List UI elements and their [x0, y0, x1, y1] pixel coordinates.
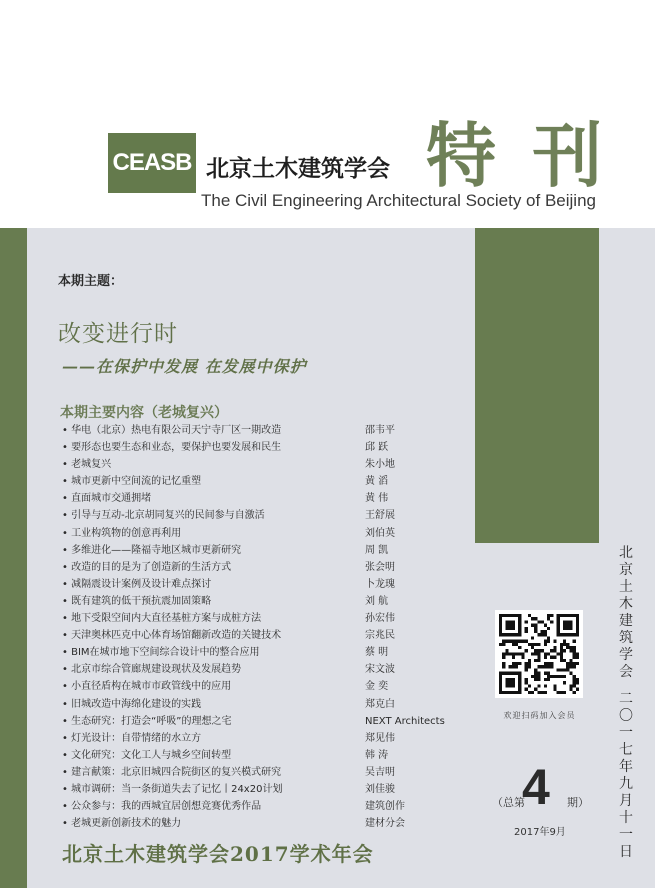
toc-item-author: 金 奕 — [365, 681, 389, 693]
toc-item-author: 朱小地 — [365, 459, 395, 471]
toc-item-title: • 改造的目的是为了创造新的生活方式 — [62, 561, 232, 573]
theme-title: 改变进行时 — [58, 321, 178, 347]
toc-item-author: 邱 跃 — [365, 442, 389, 454]
toc-item — [62, 696, 482, 713]
toc-item — [62, 815, 482, 832]
vertical-char: 木 — [619, 596, 633, 612]
vertical-char: 二 — [619, 691, 633, 707]
toc-item-title: • 天津奥林匹克中心体育场馆翻新改造的关键技术 — [62, 630, 282, 642]
toc-item-title: • 减隔震设计案例及设计难点探讨 — [62, 578, 212, 590]
society-name-en: The Civil Engineering Architectural Society of Beijing — [201, 191, 596, 210]
toc-item-author: 建筑创作 — [365, 801, 405, 813]
vertical-char: 年 — [619, 759, 633, 775]
vertical-char: 月 — [619, 793, 633, 809]
toc-item-author: 蔡 明 — [365, 647, 389, 659]
toc-item-title: • 城市更新中空间流的记忆重塑 — [62, 476, 202, 488]
toc-item — [62, 542, 482, 559]
toc-item — [62, 781, 482, 798]
toc-item — [62, 422, 482, 439]
vertical-char: 九 — [619, 776, 633, 792]
toc-item — [62, 490, 482, 507]
issue-suffix: 期） — [567, 796, 589, 809]
vertical-char: 会 — [619, 664, 633, 680]
toc-item — [62, 713, 482, 730]
toc-item-title: • 文化研究：文化工人与城乡空间转型 — [62, 749, 232, 761]
toc-item — [62, 764, 482, 781]
vertical-char — [614, 681, 638, 691]
toc-item-title: • 小直径盾构在城市市政管线中的应用 — [62, 681, 232, 693]
toc-item-author: 韩 涛 — [365, 749, 389, 761]
society-name-cn: 北京土木建筑学会 — [206, 156, 390, 182]
toc-item-author: 周 凯 — [365, 544, 389, 556]
footer-event-title: 北京土木建筑学会2017学术年会 — [62, 842, 374, 866]
vertical-char: 〇 — [619, 708, 633, 724]
toc-item-author: 刘佳骏 — [365, 783, 395, 795]
toc-item-author: 宗兆民 — [365, 630, 395, 642]
toc-item-author: 孙宏伟 — [365, 613, 395, 625]
toc-item-title: • 建言献策：北京旧城四合院街区的复兴模式研究 — [62, 766, 282, 778]
toc-item-title: • 地下受限空间内大直径基桩方案与成桩方法 — [62, 613, 262, 625]
vertical-char: 土 — [619, 579, 633, 595]
vertical-char: 七 — [619, 742, 633, 758]
toc-item — [62, 678, 482, 695]
vertical-char: 北 — [619, 545, 633, 561]
toc-item-author: 卜龙瑰 — [365, 578, 395, 590]
toc-item — [62, 644, 482, 661]
left-green-bar — [0, 228, 27, 888]
right-green-bar — [475, 228, 599, 543]
toc-item-title: • 城市调研：当一条街道失去了记忆丨24x20计划 — [62, 783, 283, 795]
qr-code-icon — [499, 614, 579, 694]
toc-item — [62, 439, 482, 456]
theme-label: 本期主题： — [58, 274, 124, 289]
issue-prefix: （总第 — [492, 796, 525, 809]
vertical-char: 十 — [619, 810, 633, 826]
toc-item-title: • 灯光设计：自带情绪的水立方 — [62, 732, 202, 744]
toc-item-title: • 生态研究：打造会“呼吸”的理想之宅 — [62, 715, 232, 727]
toc-item-author: 邵韦平 — [365, 425, 395, 436]
toc-item-author: 建材分会 — [365, 818, 405, 830]
toc-item — [62, 747, 482, 764]
toc-item — [62, 576, 482, 593]
toc-item — [62, 798, 482, 815]
toc-item-title: • 直面城市交通拥堵 — [62, 493, 152, 505]
logo: CEASB — [108, 133, 196, 193]
toc-item — [62, 730, 482, 747]
qr-caption: 欢迎扫码加入会员 — [503, 711, 576, 720]
toc-item — [62, 473, 482, 490]
special-issue-title: 特 刊 — [426, 114, 609, 197]
toc-item-title: • 老城复兴 — [62, 459, 112, 471]
toc-item-title: • 北京市综合管廊规建设现状及发展趋势 — [62, 664, 242, 676]
toc-item-author: 黄 滔 — [365, 476, 389, 488]
toc-item — [62, 456, 482, 473]
vertical-char: 筑 — [619, 630, 633, 646]
toc-item-title: • 多维进化——隆福寺地区城市更新研究 — [62, 544, 242, 556]
toc-item-author: 黄 伟 — [365, 493, 389, 505]
toc-item — [62, 525, 482, 542]
toc-item — [62, 627, 482, 644]
toc-item-title: • 引导与互动-北京胡同复兴的民间参与自激活 — [62, 510, 265, 522]
toc-item-title: • 既有建筑的低干预抗震加固策略 — [62, 595, 212, 607]
toc-item-title: • 要形态也要生态和业态，要保护也要发展和民生 — [62, 442, 282, 454]
vertical-char: 建 — [619, 613, 633, 629]
toc-item — [62, 661, 482, 678]
toc-item — [62, 559, 482, 576]
toc-item-title: • 工业构筑物的创意再利用 — [62, 527, 182, 539]
vertical-date-text — [614, 545, 638, 861]
toc-item — [62, 507, 482, 524]
toc-item-title: • 旧城改造中海绵化建设的实践 — [62, 698, 202, 710]
vertical-char: 日 — [619, 844, 633, 860]
toc-item-author: 郑克白 — [365, 698, 395, 710]
qr-code — [495, 610, 583, 698]
table-of-contents — [62, 422, 482, 832]
vertical-char: 一 — [619, 725, 633, 741]
toc-item-author: 刘 航 — [365, 595, 389, 607]
toc-item-author: 刘伯英 — [365, 527, 395, 539]
toc-item-title: • 公众参与：我的西城宜居创想竞赛优秀作品 — [62, 801, 262, 813]
toc-item — [62, 610, 482, 627]
issue-date: 2017年9月 — [514, 827, 566, 838]
issue-number: 4 — [522, 759, 550, 815]
contents-title: 本期主要内容（老城复兴） — [60, 405, 228, 421]
toc-item-title: • 老城更新创新技术的魅力 — [62, 818, 182, 830]
toc-item-title: • BIM在城市地下空间综合设计中的整合应用 — [62, 647, 260, 659]
theme-subtitle: ——在保护中发展 在发展中保护 — [62, 357, 307, 376]
toc-item-author: 王舒展 — [365, 510, 395, 522]
toc-item-author: 吴吉明 — [365, 766, 395, 778]
vertical-char: 京 — [619, 562, 633, 578]
vertical-char: 一 — [619, 827, 633, 843]
toc-item-author: NEXT Architects — [365, 715, 445, 727]
toc-item-author: 张会明 — [365, 561, 395, 573]
toc-item-author: 郑见伟 — [365, 732, 395, 744]
toc-item-title: • 华电（北京）热电有限公司天宁寺厂区一期改造 — [62, 425, 282, 436]
toc-item — [62, 593, 482, 610]
toc-item-author: 宋文波 — [365, 664, 395, 676]
vertical-char: 学 — [619, 647, 633, 663]
